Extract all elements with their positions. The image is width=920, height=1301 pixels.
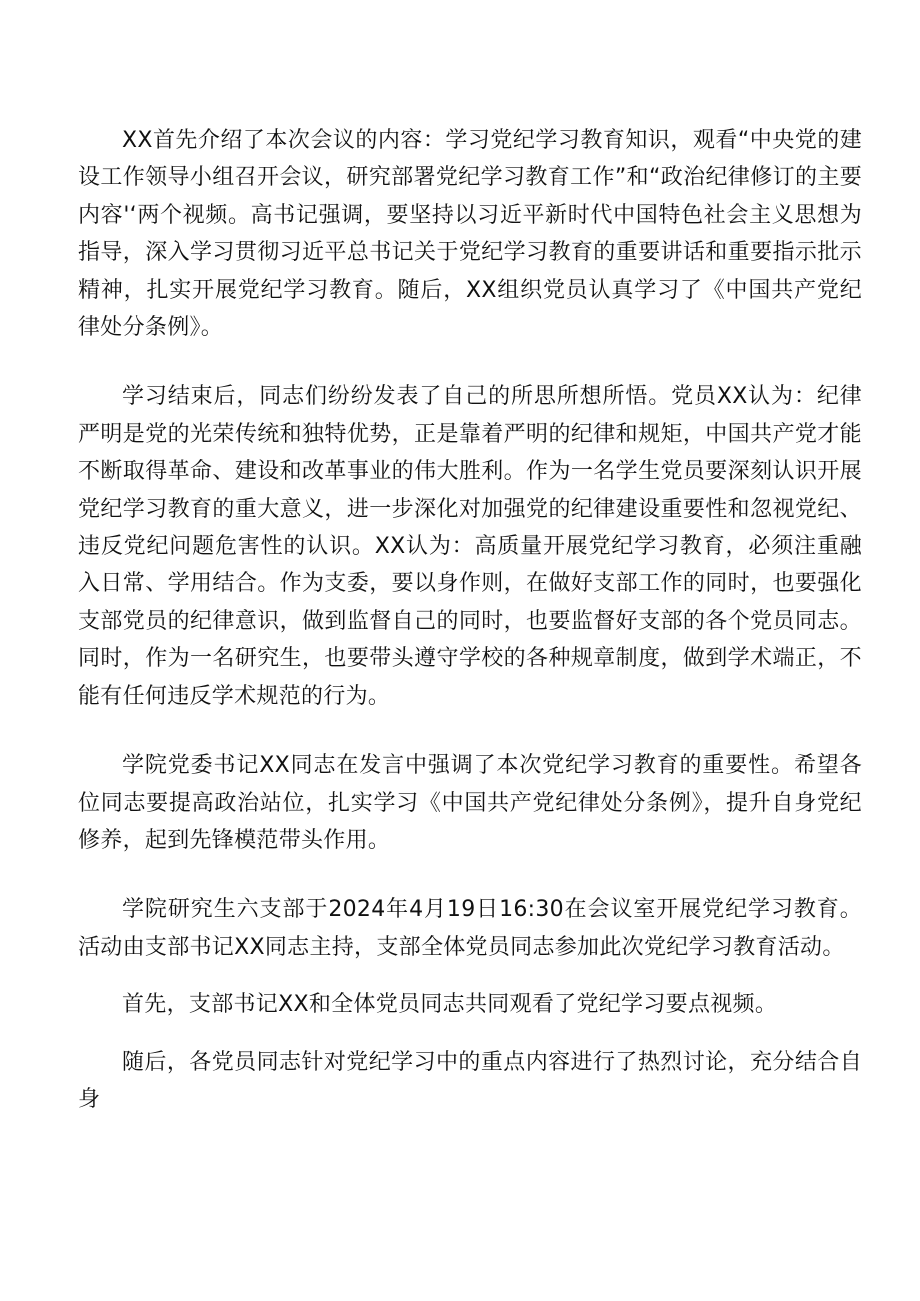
paragraph-followup: 随后，各党员同志针对党纪学习中的重点内容进行了热烈讨论，充分结合自身	[78, 1049, 862, 1112]
paragraph-branch-activity: 学院研究生六支部于2024年4月19日16:30在会议室开展党纪学习教育。活动由支部书记XX同志主持，支部全体党员同志参加此次党纪学习教育活动。	[78, 897, 862, 960]
paragraph-video: 首先，支部书记XX和全体党员同志共同观看了党纪学习要点视频。	[122, 992, 778, 1018]
paragraph-secretary-speech: 学院党委书记XX同志在发言中强调了本次党纪学习教育的重要性。希望各位同志要提高政治站位，扎实学习《中国共产党纪律处分条例》，提升自身党纪修养，起到先锋模范带头作用。	[78, 753, 862, 853]
document-body	[78, 122, 862, 1118]
paragraph-discussion: 学习结束后，同志们纷纷发表了自己的所思所想所悟。党员XX认为：纪律严明是党的光荣传统和独特优势，正是靠着严明的纪律和规矩，中国共产党才能不断取得革命、建设和改革事业的伟大胜利。作为一名学生党员要深刻认识开展党纪学习教育的重大意义，进一步深化对加强党的纪律建设重要性和忽视党纪、违反党纪问题危害性的认识。XX认为：高质量开展党纪学习教育，必须注重融入日常、学用结合。作为支委，要以身作则，在做好支部工作的同时，也要强化支部党员的纪律意识，做到监督自己的同时，也要监督好支部的各个党员同志。同时，作为一名研究生，也要带头遵守学校的各种规章制度，做到学术端正，不能有任何违反学术规范的行为。	[78, 384, 862, 709]
paragraph-meeting-content: XX首先介绍了本次会议的内容：学习党纪学习教育知识，观看“中央党的建设工作领导小组召开会议，研究部署党纪学习教育工作”和“政治纪律修订的主要内容'‘两个视频。高书记强调，要坚持以习近平新时代中国特色社会主义思想为指导，深入学习贯彻习近平总书记关于党纪学习教育的重要讲话和重要指示批示精神，扎实开展党纪学习教育。随后，XX组织党员认真学习了《中国共产党纪律处分条例》。	[78, 128, 862, 341]
